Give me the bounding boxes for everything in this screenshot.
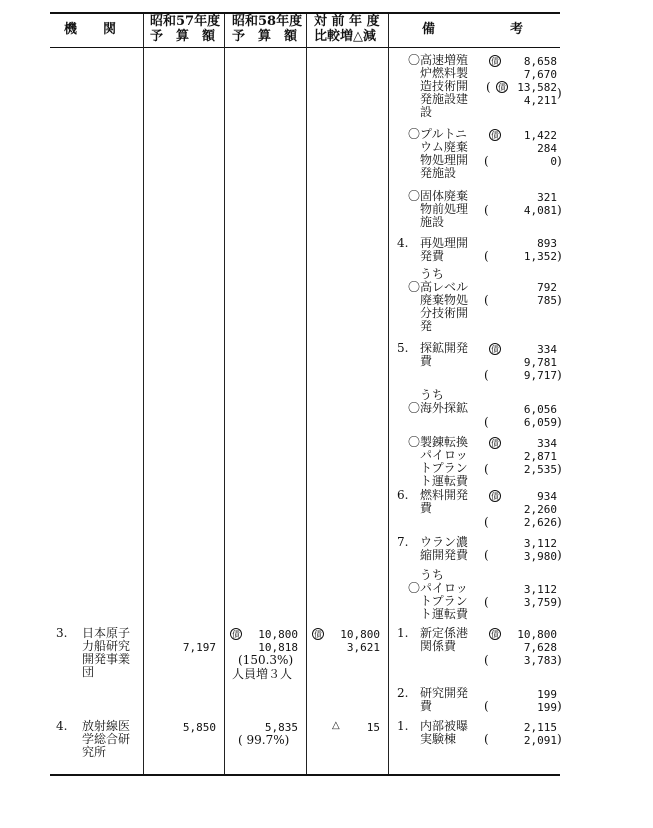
note-line: 造技術開 xyxy=(420,79,469,93)
note-line: 〇プルトニ xyxy=(408,127,468,141)
note-number: 4. xyxy=(397,236,409,250)
note-line: 費 xyxy=(420,501,433,515)
note-value: 3,112 xyxy=(523,537,557,550)
note-number: 6. xyxy=(397,488,409,502)
note-line: 〇製錬転換 xyxy=(408,435,469,449)
note-value: 1,422 xyxy=(523,129,557,142)
note-value: 9,717 xyxy=(523,369,557,382)
note-value: 199 xyxy=(537,688,557,701)
note-value: 2,535 xyxy=(523,463,557,476)
note-value: 934 xyxy=(537,490,557,503)
close-paren: ) xyxy=(557,653,562,667)
note-value: 9,781 xyxy=(523,356,557,369)
open-paren: ( xyxy=(486,80,491,94)
note-line: 分技術開 xyxy=(420,306,469,320)
header-fy57-line1: 昭和57年度 xyxy=(150,14,221,29)
close-paren: ) xyxy=(557,462,562,476)
open-paren: ( xyxy=(484,203,489,217)
note-value: 4,211 xyxy=(523,94,557,107)
table-bottom-rule xyxy=(50,774,560,776)
note-line: ウム廃棄 xyxy=(420,140,468,154)
close-paren: ) xyxy=(557,154,562,168)
header-fy58-line1: 昭和58年度 xyxy=(232,14,303,29)
note-line: 燃料開発 xyxy=(420,488,469,502)
org-name-line: 学総合研 xyxy=(82,732,131,746)
budget-fy58: 5,835 xyxy=(264,721,298,734)
note-value: 199 xyxy=(537,701,557,714)
header-fy58-line2: 予 算 額 xyxy=(232,29,298,44)
note-value: 6,056 xyxy=(523,403,557,416)
bond-icon: 債 xyxy=(498,83,506,92)
note-line: うち xyxy=(420,388,445,402)
note-line: 費 xyxy=(420,354,433,368)
close-paren: ) xyxy=(557,203,562,217)
note-value: 2,871 xyxy=(523,450,557,463)
note-line: 発施設建 xyxy=(420,92,469,106)
org-name-line: 力船研究 xyxy=(82,639,131,653)
note-line: 〇パイロッ xyxy=(408,581,468,595)
org-name-line: 放射線医 xyxy=(82,719,131,733)
bond-icon: 債 xyxy=(491,345,499,354)
col-divider-4 xyxy=(388,14,389,774)
note-line: 廃棄物処 xyxy=(420,293,469,307)
note-value: 6,059 xyxy=(523,416,557,429)
note-value: 8,658 xyxy=(523,55,557,68)
note-value: 2,091 xyxy=(523,734,557,747)
note-line: 炉燃料製 xyxy=(420,66,469,80)
note-value: 284 xyxy=(537,142,557,155)
close-paren: ) xyxy=(557,548,562,562)
open-paren: ( xyxy=(484,699,489,713)
org-name-line: 団 xyxy=(82,665,95,679)
open-paren: ( xyxy=(484,415,489,429)
note-line: 実験棟 xyxy=(420,732,457,746)
open-paren: ( xyxy=(484,732,489,746)
note-value: 334 xyxy=(537,437,557,450)
note-line: 〇高レベル xyxy=(408,280,469,294)
open-paren: ( xyxy=(484,154,489,168)
bond-icon: 債 xyxy=(314,630,322,639)
open-paren: ( xyxy=(484,249,489,263)
header-diff-line1: 対 前 年 度 xyxy=(314,14,380,29)
col-divider-3 xyxy=(306,14,307,774)
note-line: 発施設 xyxy=(420,166,457,180)
budget-fy58-ratio: (150.3%) xyxy=(238,653,294,667)
note-value: 893 xyxy=(537,237,557,250)
org-number: 4. xyxy=(56,719,68,733)
header-notes-b: 考 xyxy=(510,22,524,37)
note-value: 2,115 xyxy=(523,721,557,734)
note-line: 〇固体廃棄 xyxy=(408,189,469,203)
budget-fy57: 5,850 xyxy=(182,721,216,734)
header-organization: 機 関 xyxy=(64,22,117,37)
bond-icon: 債 xyxy=(491,439,499,448)
bond-icon: 債 xyxy=(491,131,499,140)
note-line: 費 xyxy=(420,699,433,713)
budget-fy57: 7,197 xyxy=(182,641,216,654)
org-name-line: 究所 xyxy=(82,745,107,759)
header-notes-a: 備 xyxy=(422,22,436,37)
note-value: 1,352 xyxy=(523,250,557,263)
budget-fy58-staff: 人員増３人 xyxy=(232,667,293,681)
note-line: 設 xyxy=(420,105,433,119)
note-line: 物処理開 xyxy=(420,153,469,167)
note-line: 施設 xyxy=(420,215,445,229)
note-value: 13,582 xyxy=(517,81,557,94)
close-paren: ) xyxy=(557,732,562,746)
note-number: 5. xyxy=(397,341,409,355)
open-paren: ( xyxy=(484,595,489,609)
note-line: 発費 xyxy=(420,249,445,263)
note-line: トプラン xyxy=(420,461,468,475)
note-line: 再処理開 xyxy=(420,236,469,250)
diff-value: 10,800 xyxy=(340,628,380,641)
note-line: トプラン xyxy=(420,594,468,608)
bond-icon: 債 xyxy=(491,57,499,66)
note-value: 2,260 xyxy=(523,503,557,516)
note-line: パイロッ xyxy=(420,448,468,462)
note-line: 発 xyxy=(420,319,433,333)
note-line: 〇高速増殖 xyxy=(408,53,469,67)
decrease-triangle-icon: △ xyxy=(332,720,340,731)
open-paren: ( xyxy=(484,653,489,667)
close-paren: ) xyxy=(557,293,562,307)
note-line: 研究開発 xyxy=(420,686,469,700)
note-value: 785 xyxy=(537,294,557,307)
note-line: 新定係港 xyxy=(420,626,469,640)
note-line: 探鉱開発 xyxy=(420,341,469,355)
note-value: 0 xyxy=(550,155,557,168)
note-line: ウラン濃 xyxy=(420,535,469,549)
table-top-rule xyxy=(50,12,560,14)
note-value: 2,626 xyxy=(523,516,557,529)
open-paren: ( xyxy=(484,368,489,382)
note-number: 1. xyxy=(397,626,409,640)
note-value: 3,980 xyxy=(523,550,557,563)
close-paren: ) xyxy=(557,86,562,100)
note-line: 〇海外探鉱 xyxy=(408,401,469,415)
note-line: 関係費 xyxy=(420,639,457,653)
close-paren: ) xyxy=(557,515,562,529)
close-paren: ) xyxy=(557,699,562,713)
note-value: 3,783 xyxy=(523,654,557,667)
note-number: 7. xyxy=(397,535,409,549)
open-paren: ( xyxy=(484,548,489,562)
open-paren: ( xyxy=(484,515,489,529)
close-paren: ) xyxy=(557,415,562,429)
note-value: 10,800 xyxy=(517,628,557,641)
note-value: 321 xyxy=(537,191,557,204)
note-value: 7,628 xyxy=(523,641,557,654)
budget-fy58: 10,800 xyxy=(258,628,298,641)
budget-fy58-ratio: ( 99.7%) xyxy=(238,733,290,747)
org-name-line: 日本原子 xyxy=(82,626,131,640)
note-line: 縮開発費 xyxy=(420,548,469,562)
note-line: ト運転費 xyxy=(420,474,469,488)
bond-icon: 債 xyxy=(491,492,499,501)
note-value: 3,759 xyxy=(523,596,557,609)
note-line: ト運転費 xyxy=(420,607,469,621)
note-line: 物前処理 xyxy=(420,202,469,216)
note-line: うち xyxy=(420,568,445,582)
note-line: うち xyxy=(420,267,445,281)
diff-value: 15 xyxy=(366,721,380,734)
header-fy57-line2: 予 算 額 xyxy=(150,29,216,44)
header-bottom-rule xyxy=(50,47,560,48)
org-name-line: 開発事業 xyxy=(82,652,131,666)
col-divider-2 xyxy=(224,14,225,774)
bond-icon: 債 xyxy=(491,630,499,639)
note-value: 4,081 xyxy=(523,204,557,217)
note-line: 内部被曝 xyxy=(420,719,469,733)
open-paren: ( xyxy=(484,462,489,476)
open-paren: ( xyxy=(484,293,489,307)
org-number: 3. xyxy=(56,626,68,640)
note-value: 334 xyxy=(537,343,557,356)
budget-fy58: 10,818 xyxy=(258,641,298,654)
note-value: 7,670 xyxy=(523,68,557,81)
note-number: 2. xyxy=(397,686,409,700)
close-paren: ) xyxy=(557,368,562,382)
bond-icon: 債 xyxy=(232,630,240,639)
diff-value: 3,621 xyxy=(346,641,380,654)
note-number: 1. xyxy=(397,719,409,733)
close-paren: ) xyxy=(557,595,562,609)
col-divider-1 xyxy=(143,14,144,774)
header-diff-line2: 比較増△減 xyxy=(314,29,376,44)
close-paren: ) xyxy=(557,249,562,263)
note-value: 792 xyxy=(537,281,557,294)
note-value: 3,112 xyxy=(523,583,557,596)
